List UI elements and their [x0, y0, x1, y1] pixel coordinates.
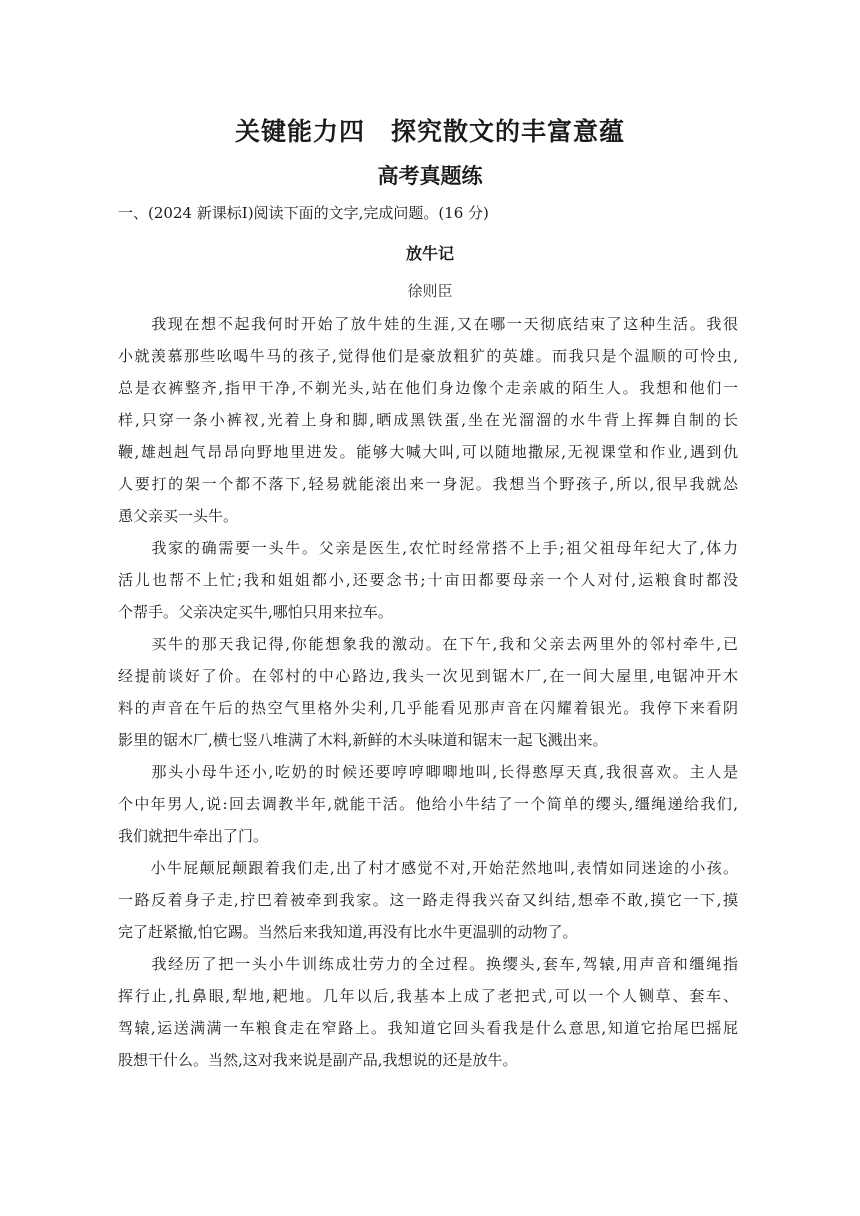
article-line: 股想干什么。当然,这对我来说是副产品,我想说的还是放牛。 [118, 1051, 518, 1069]
article-line: 料的声音在午后的热空气里格外尖利,几乎能看见那声音在闪耀着银光。我停下来看阴 [118, 699, 738, 717]
article-line: 买牛的那天我记得,你能想象我的激动。在下午,我和父亲去两里外的邻村牵牛,已 [118, 635, 738, 653]
article-title: 放牛记 [405, 244, 454, 263]
article-line: 人要打的架一个都不落下,轻易就能滚出来一身泥。我想当个野孩子,所以,很早我就怂 [118, 475, 738, 493]
article-line: 挥行止,扎鼻眼,犁地,耙地。几年以后,我基本上成了老把式,可以一个人铡草、套车、 [118, 987, 738, 1005]
question-prompt: 一、(2024 新课标Ⅰ)阅读下面的文字,完成问题。(16 分) [118, 204, 489, 222]
article-line: 小牛屁颠屁颠跟着我们走,出了村才感觉不对,开始茫然地叫,表情如同迷途的小孩。 [118, 859, 738, 877]
article-line: 总是衣裤整齐,指甲干净,不剃光头,站在他们身边像个走亲戚的陌生人。我想和他们一 [118, 379, 738, 397]
section-subtitle: 高考真题练 [377, 164, 483, 188]
article-line: 恿父亲买一头牛。 [118, 507, 239, 525]
article-line: 活儿也帮不上忙;我和姐姐都小,还要念书;十亩田都要母亲一个人对付,运粮食时都没 [118, 571, 738, 589]
article-line: 小就羡慕那些吆喝牛马的孩子,觉得他们是豪放粗犷的英雄。而我只是个温顺的可怜虫, [118, 347, 738, 365]
article-line: 我们就把牛牵出了门。 [118, 827, 269, 845]
article-line: 我现在想不起我何时开始了放牛娃的生涯,又在哪一天彻底结束了这种生活。我很 [118, 315, 738, 333]
article-line: 那头小母牛还小,吃奶的时候还要哼哼唧唧地叫,长得憨厚天真,我很喜欢。主人是 [118, 763, 738, 781]
article-line: 样,只穿一条小裤衩,光着上身和脚,晒成黑铁蛋,坐在光溜溜的水牛背上挥舞自制的长 [118, 411, 738, 429]
article-line: 驾辕,运送满满一车粮食走在窄路上。我知道它回头看我是什么意思,知道它抬尾巴摇屁 [118, 1019, 738, 1037]
article-line: 个帮手。父亲决定买牛,哪怕只用来拉车。 [118, 603, 393, 621]
article-line: 经提前谈好了价。在邻村的中心路边,我头一次见到锯木厂,在一间大屋里,电锯冲开木 [118, 667, 738, 685]
article-line: 我经历了把一头小牛训练成壮劳力的全过程。换缨头,套车,驾辕,用声音和缰绳指 [118, 955, 738, 973]
article-line: 我家的确需要一头牛。父亲是医生,农忙时经常搭不上手;祖父祖母年纪大了,体力 [118, 539, 738, 557]
article-line: 完了赶紧撤,怕它踢。当然后来我知道,再没有比水牛更温驯的动物了。 [118, 923, 578, 941]
article-line: 一路反着身子走,拧巴着被牵到我家。这一路走得我兴奋又纠结,想牵不敢,摸它一下,摸 [118, 891, 738, 909]
section-title: 关键能力四 探究散文的丰富意蕴 [234, 117, 625, 146]
article-line: 影里的锯木厂,横七竖八堆满了木料,新鲜的木头味道和锯末一起飞溅出来。 [118, 731, 608, 749]
article-line: 鞭,雄赳赳气昂昂向野地里进发。能够大喊大叫,可以随地撒尿,无视课堂和作业,遇到仇 [118, 443, 738, 461]
article-author: 徐则臣 [407, 282, 453, 300]
article-line: 个中年男人,说:回去调教半年,就能干活。他给小牛结了一个简单的缨头,缰绳递给我们, [118, 795, 738, 813]
